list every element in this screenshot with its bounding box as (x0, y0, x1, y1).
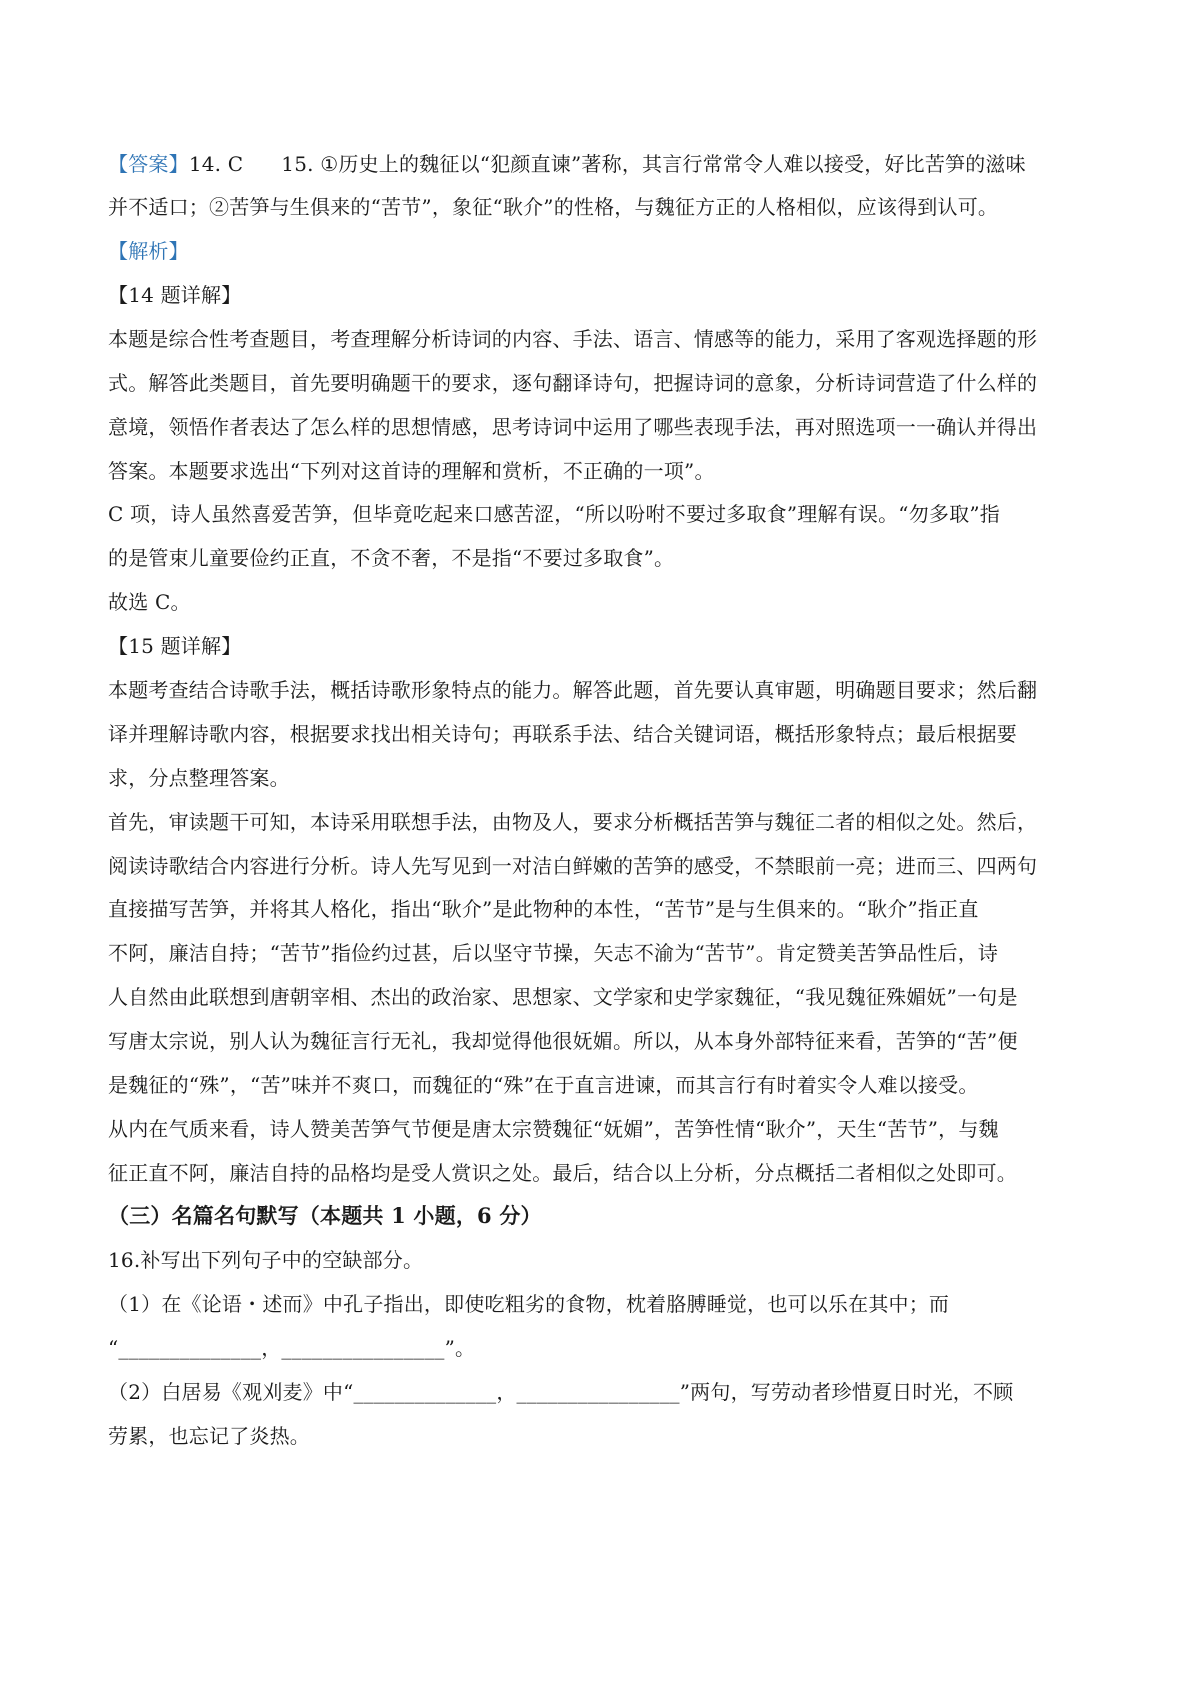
q15-detail-line: 直接描写苦笋，并将其人格化，指出“耿介”是此物种的本性，“苦节”是与生俱来的。“耿介”指正直 (108, 897, 979, 921)
answer-q14: 14. C (188, 152, 244, 176)
q16-item-2: （2）白居易《观刈麦》中“______________，________________”两句，写劳动者珍惜夏日时光，不顾 (108, 1380, 1014, 1404)
q15-detail-line: 阅读诗歌结合内容进行分析。诗人先写见到一对洁白鲜嫩的苦笋的感受，不禁眼前一亮；进而三、四两句 (108, 854, 1038, 878)
q15-detail-line: 求，分点整理答案。 (108, 766, 290, 790)
q15-detail-line: 从内在气质来看，诗人赞美苦笋气节便是唐太宗赞魏征“妩媚”，苦笋性情“耿介”，天生“苦节”，与魏 (108, 1117, 999, 1141)
q15-detail-heading: 【15 题详解】 (108, 634, 242, 658)
q15-detail-line: 译并理解诗歌内容，根据要求找出相关诗句；再联系手法、结合关键词语，概括形象特点；最后根据要 (108, 722, 1017, 746)
analysis-tag: 【解析】 (108, 239, 189, 263)
q16-item-1: （1）在《论语・述而》中孔子指出，即使吃粗劣的食物，枕着胳膊睡觉，也可以乐在其中；而 (108, 1292, 950, 1316)
q14-detail-line: 式。解答此类题目，首先要明确题干的要求，逐句翻译诗句，把握诗词的意象，分析诗词营造了什么样的 (108, 371, 1038, 395)
q14-detail-line: 故选 C。 (108, 590, 191, 614)
q14-detail-line: 本题是综合性考查题目，考查理解分析诗词的内容、手法、语言、情感等的能力，采用了客观选择题的形 (108, 327, 1038, 351)
section-heading: （三）名篇名句默写（本题共 1 小题，6 分） (108, 1203, 542, 1228)
q14-detail-line: 意境，领悟作者表达了怎么样的思想情感，思考诗词中运用了哪些表现手法，再对照选项一一确认并得出 (108, 415, 1038, 439)
q15-detail-line: 是魏征的“殊”，“苦”味并不爽口，而魏征的“殊”在于直言进谏，而其言行有时着实令人难以接受。 (108, 1073, 979, 1097)
answer-q15-line-1: 15. ①历史上的魏征以“犯颜直谏”著称，其言行常常令人难以接受，好比苦笋的滋味 (281, 152, 1026, 176)
q14-detail-line: 答案。本题要求选出“下列对这首诗的理解和赏析，不正确的一项”。 (108, 459, 715, 483)
q16-item-2-cont: 劳累，也忘记了炎热。 (108, 1424, 310, 1448)
q15-detail-line: 写唐太宗说，别人认为魏征言行无礼，我却觉得他很妩媚。所以，从本身外部特征来看，苦笋的“苦”便 (108, 1029, 1018, 1053)
q14-detail-line: C 项，诗人虽然喜爱苦笋，但毕竟吃起来口感苦涩，“所以吩咐不要过多取食”理解有误。“勿多取”指 (108, 502, 1000, 526)
answer-line-1 (108, 150, 1026, 178)
q15-detail-line: 本题考查结合诗歌手法，概括诗歌形象特点的能力。解答此题，首先要认真审题，明确题目要求；然后翻 (108, 678, 1038, 702)
answer-line-2: 并不适口；②苦笋与生俱来的“苦节”，象征“耿介”的性格，与魏征方正的人格相似，应该得到认可。 (108, 195, 999, 219)
q15-detail-line: 征正直不阿，廉洁自持的品格均是受人赏识之处。最后，结合以上分析，分点概括二者相似之处即可。 (108, 1161, 1017, 1185)
q15-detail-line: 不阿，廉洁自持；“苦节”指俭约过甚，后以坚守节操，矢志不渝为“苦节”。肯定赞美苦笋品性后，诗 (108, 941, 999, 965)
q15-detail-line: 人自然由此联想到唐朝宰相、杰出的政治家、思想家、文学家和史学家魏征，“我见魏征殊媚妩”一句是 (108, 985, 1018, 1009)
q16-title: 16.补写出下列句子中的空缺部分。 (108, 1248, 424, 1272)
q15-detail-line: 首先，审读题干可知，本诗采用联想手法，由物及人，要求分析概括苦笋与魏征二者的相似之处。然后， (108, 810, 1038, 834)
q16-item-1-blanks: “______________，________________”。 (108, 1336, 476, 1360)
q14-detail-heading: 【14 题详解】 (108, 283, 242, 307)
answer-tag: 【答案】 (108, 152, 189, 176)
q14-detail-line: 的是管束儿童要俭约正直，不贪不奢，不是指“不要过多取食”。 (108, 546, 675, 570)
